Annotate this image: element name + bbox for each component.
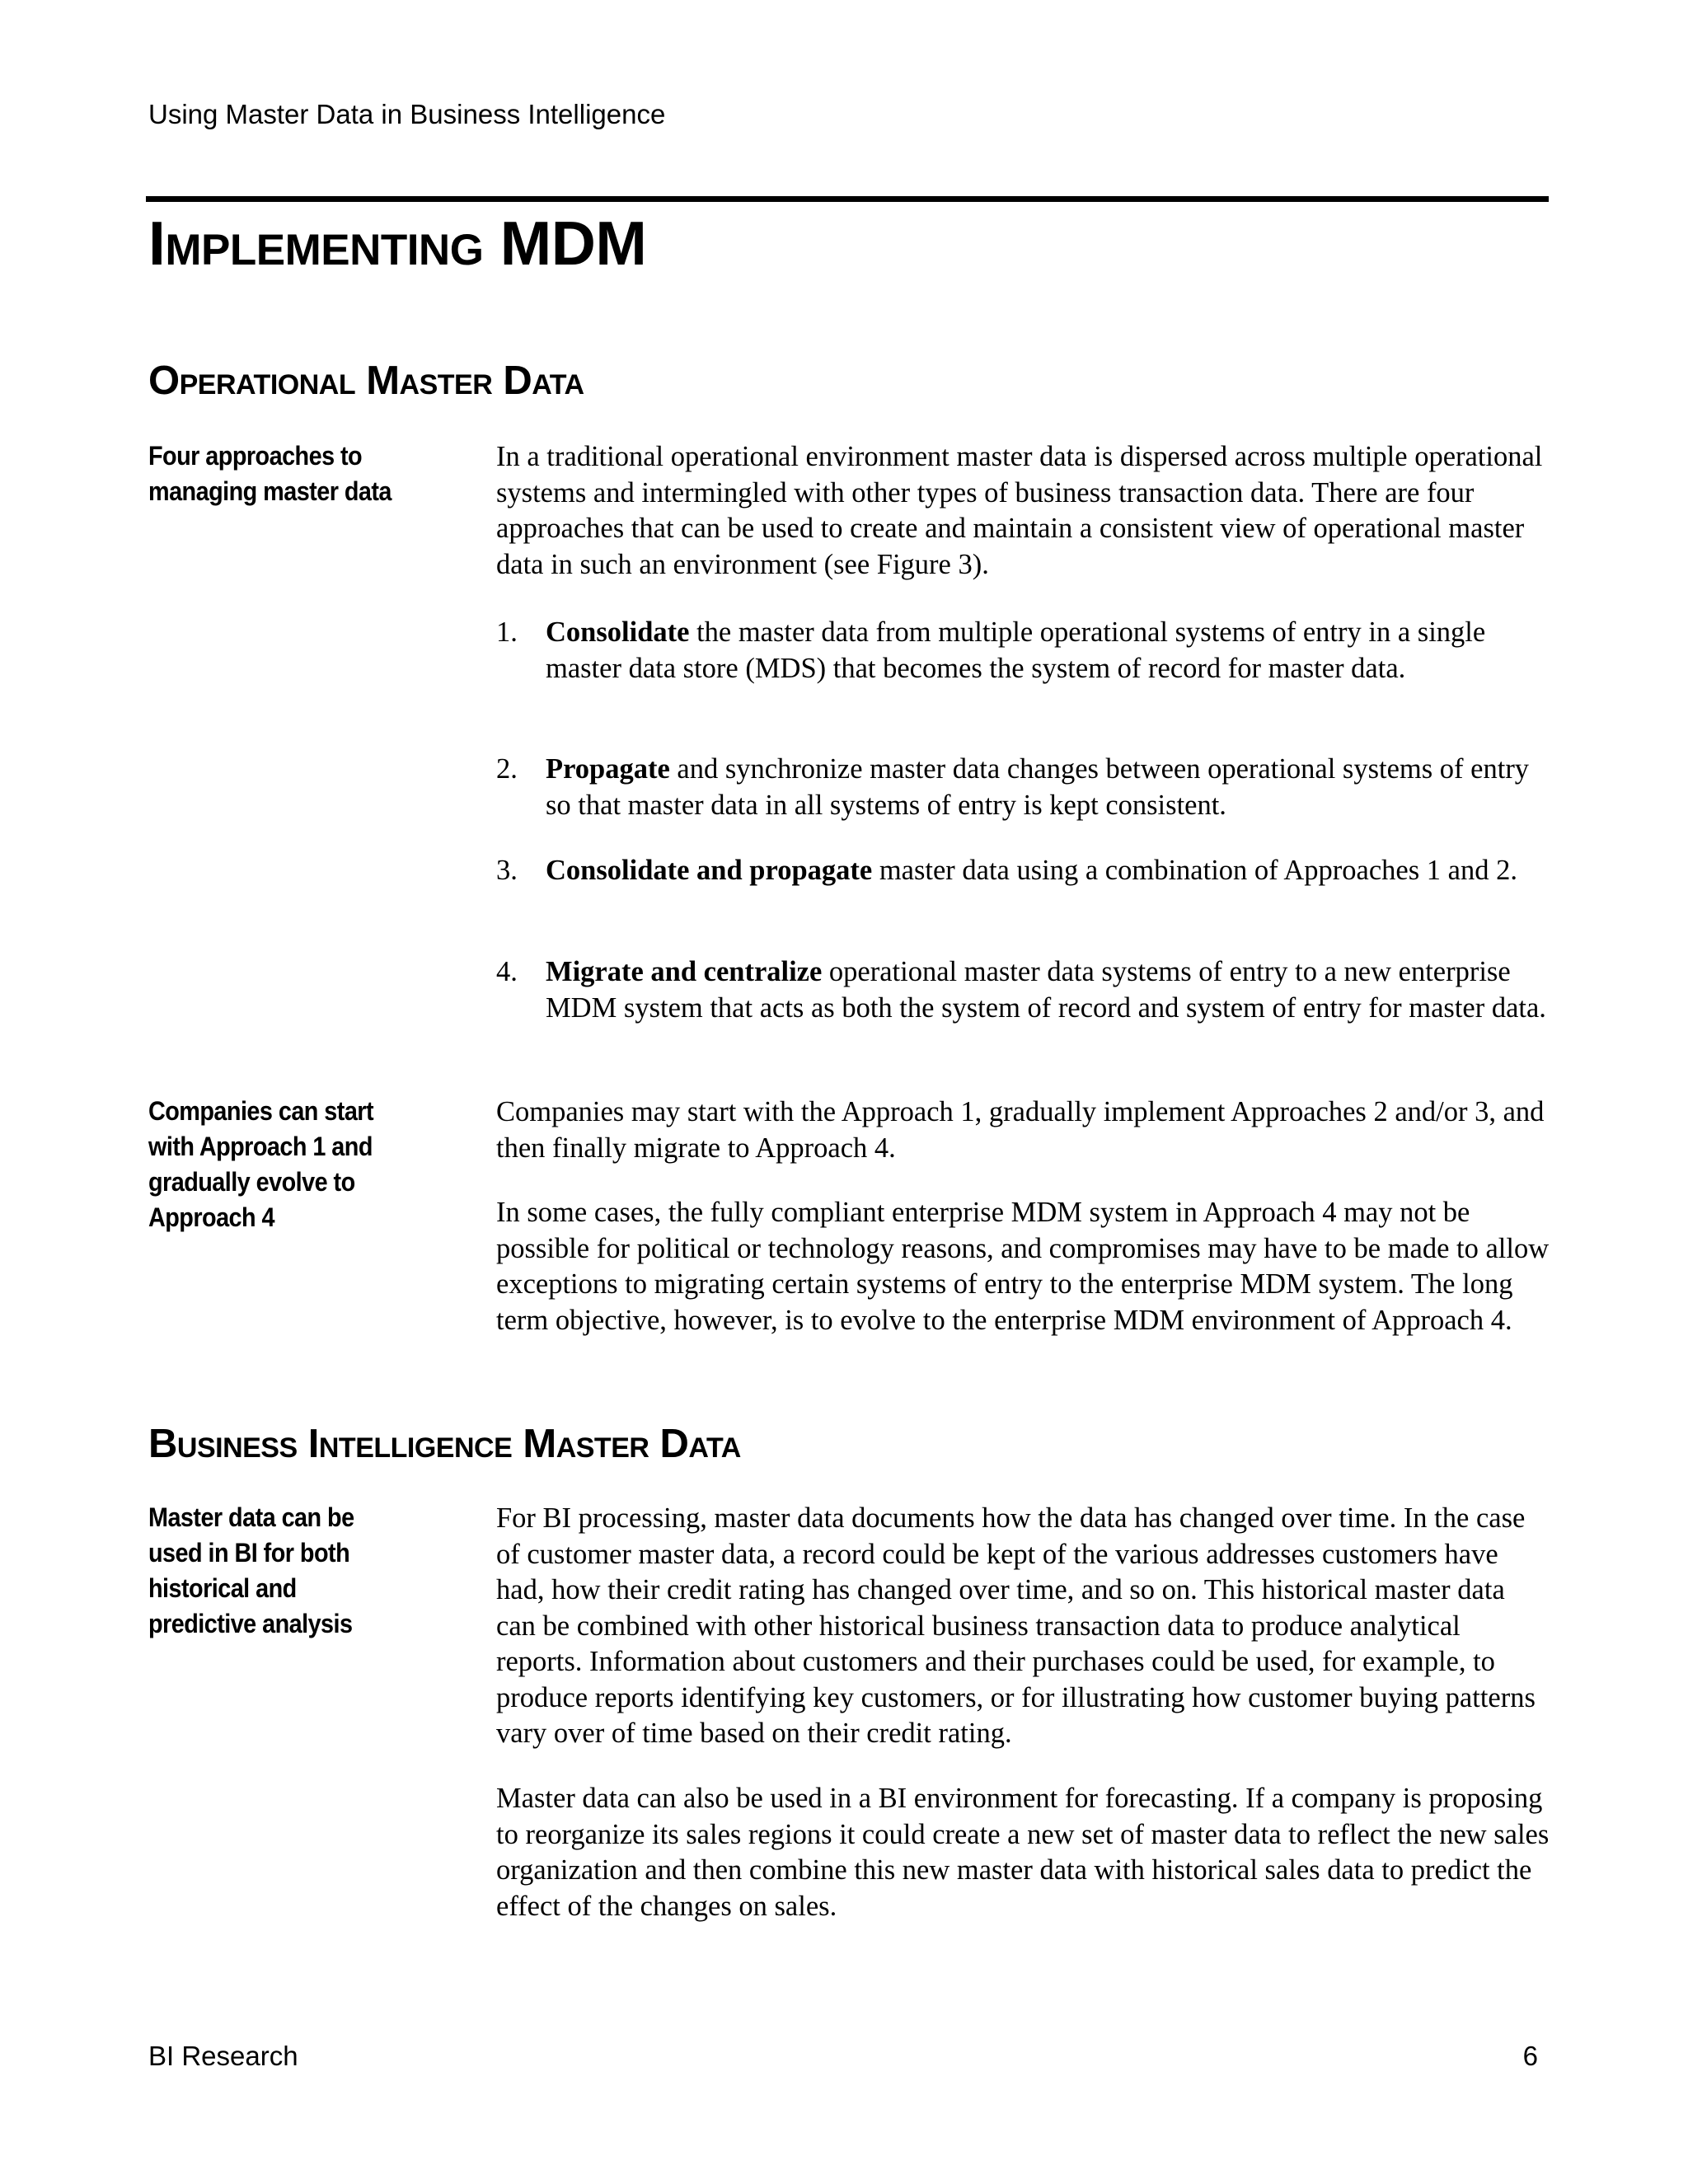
approach-term: Consolidate bbox=[546, 616, 690, 648]
paragraph-bi-forecasting: Master data can also be used in a BI environment for forecasting. If a company is proposing to reorganize its sales regions it could create a new set of master data to reflect the new sales organization and then combine this new master data with historical sales data to predict the effect of the changes on sales. bbox=[496, 1783, 1550, 1922]
approach-number: 1. bbox=[496, 616, 518, 648]
approach-item-4 bbox=[496, 954, 1551, 1026]
footer-publisher: BI Research bbox=[148, 2041, 298, 2071]
approach-description: and synchronize master data changes between operational systems of entry so that master data in all systems of entry is kept consistent. bbox=[546, 753, 1530, 821]
approach-number: 4. bbox=[496, 956, 518, 987]
approach-number: 3. bbox=[496, 855, 518, 886]
approach-description: operational master data systems of entry to a new enterprise MDM system that acts as both the system of record and system of entry for master data. bbox=[546, 956, 1546, 1024]
approach-number: 2. bbox=[496, 753, 518, 785]
approach-description: master data using a combination of Approaches 1 and 2. bbox=[872, 855, 1517, 886]
chapter-title: Implementing MDM bbox=[148, 209, 647, 278]
running-header: Using Master Data in Business Intelligence bbox=[148, 99, 666, 129]
approach-term: Consolidate and propagate bbox=[546, 855, 873, 886]
approach-description: the master data from multiple operational systems of entry in a single master data store (MDS) that becomes the system of record for master data. bbox=[546, 616, 1486, 684]
approach-item-3 bbox=[496, 853, 1551, 889]
approach-term: Propagate bbox=[546, 753, 670, 785]
side-note-approach-evolution: Companies can start with Approach 1 and gradually evolve to Approach 4 bbox=[148, 1096, 374, 1232]
side-note-four-approaches: Four approaches to managing master data bbox=[148, 441, 392, 506]
section-title-bi: Business Intelligence Master Data bbox=[148, 1422, 741, 1466]
paragraph-compromises: In some cases, the fully compliant enterprise MDM system in Approach 4 may not be possible for political or technology reasons, and compromises may have to be made to allow exceptions to migrating certain systems of entry to the enterprise MDM system. The long term objective, however, is to evolve to the enterprise MDM environment of Approach 4. bbox=[496, 1197, 1550, 1336]
paragraph-bi-historical: For BI processing, master data documents how the data has changed over time. In the case of customer master data, a record could be kept of the various addresses customers have had, how their credit rating has changed over time, and so on. This historical master data can be combined with other historical business transaction data to produce analytical reports. Information about customers and their purchases could be used, for example, to produce reports identifying key customers, or for illustrating how customer buying patterns vary over of time based on their credit rating. bbox=[496, 1502, 1536, 1749]
approach-item-2 bbox=[496, 752, 1551, 823]
approach-item-1 bbox=[496, 615, 1551, 687]
paragraph-operational-intro: In a traditional operational environment master data is dispersed across multiple operational systems and intermingled with other types of business transaction data. There are four approaches that can be used to create and maintain a consistent view of operational master data in such an environment (see Figure 3). bbox=[496, 441, 1543, 580]
section-title-operational: Operational Master Data bbox=[148, 359, 584, 403]
paragraph-approach-evolution: Companies may start with the Approach 1, gradually implement Approaches 2 and/or 3, and then finally migrate to Approach 4. bbox=[496, 1096, 1545, 1164]
approach-term: Migrate and centralize bbox=[546, 956, 823, 987]
page-number: 6 bbox=[1522, 2041, 1538, 2071]
header-rule bbox=[146, 196, 1549, 202]
side-note-bi-analysis: Master data can be used in BI for both historical and predictive analysis bbox=[148, 1502, 354, 1638]
